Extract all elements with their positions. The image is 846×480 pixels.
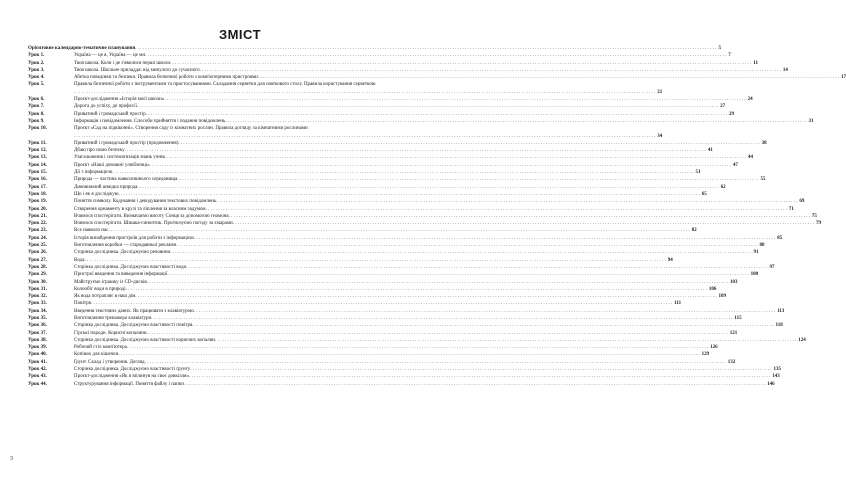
toc-entry-title: Сторінка дослідника. Досліджуємо властивості повітря [74,323,193,329]
toc-row [28,235,783,242]
toc-entry-title: Правила безпечної роботи з інструментами та пристосуваннями. Складання серветки для святкового столу. Правила користування серветкою [74,82,376,88]
toc-page-number: 143 [772,374,780,380]
toc-row [28,293,727,300]
toc-page-number: 94 [667,257,673,263]
toc-row [28,118,814,125]
toc-entry [74,169,693,176]
toc-leader-dots [170,60,751,67]
toc-leader-dots [194,235,775,242]
toc-entry-title: Україна — це я, Україна — це ми [74,53,145,59]
toc-page-number: 34 [657,133,663,139]
toc-entry-title: Твоя школа. Коли і де з'явилися перші школи [74,60,171,66]
toc-row [28,176,766,183]
toc-lesson-number: Урок 20. [28,206,47,212]
toc-page-number: 88 [759,243,765,249]
table-of-contents [28,45,846,388]
toc-lesson-number: Урок 34. [28,308,47,314]
toc-lesson-number: Урок 12. [28,148,47,154]
toc-leader-dots [189,373,770,380]
toc-entry-title: Проєкт-дослідження «Історія моєї школи» [74,97,165,103]
toc-leader-dots [145,359,726,366]
toc-lesson-number: Урок 37. [28,330,47,336]
toc-entry-title: Сторінка дослідника. Досліджуємо властивості ґрунту [74,367,191,373]
toc-entry [74,111,727,118]
toc-page-number: 71 [788,206,794,212]
toc-lesson-number: Урок 30. [28,279,47,285]
toc-leader-dots [91,300,672,307]
toc-entry [74,96,746,103]
toc-entry [74,235,775,242]
toc-page-number: 115 [734,315,742,321]
toc-entry [74,286,707,293]
toc-row [28,184,726,191]
toc-page-number: 62 [720,184,726,190]
toc-lesson-number: Урок 32. [28,294,47,300]
toc-row [28,162,738,169]
toc-lesson-number: Урок 33. [28,301,47,307]
page-title: ЗМІСТ [218,27,262,42]
toc-lesson-number: Урок 23. [28,228,47,234]
toc-leader-dots [147,279,728,286]
toc-page-number: 97 [769,264,775,270]
toc-page-number: 65 [701,191,707,197]
toc-leader-dots [184,381,765,388]
toc-entry-title: Проєкт «Сад на підвіконні». Створення саду із кімнатних рослин. Правила догляду за кімнатними рослинами [74,126,308,132]
toc-entry [74,381,765,388]
toc-entry [74,60,751,67]
toc-entry-title: Історія винайдення пристроїв для роботи з інформацією [74,235,194,241]
toc-entry-title: Дорога до успіху, до професії [74,104,137,110]
toc-row [28,242,765,249]
toc-page-number: 55 [760,177,766,183]
toc-page-number: 109 [718,294,727,300]
toc-page-number: 103 [730,279,738,285]
toc-row [28,206,794,213]
toc-entry [74,344,708,351]
toc-row [28,227,697,234]
toc-leader-dots [233,220,814,227]
toc-leader-dots [127,344,708,351]
toc-page-number: 7 [728,53,731,59]
toc-entry [74,257,666,264]
toc-page-number: 51 [695,170,701,176]
toc-entry [74,198,797,205]
toc-row [28,271,759,278]
toc-lesson-number: Урок 1. [28,53,45,59]
toc-row [28,103,726,110]
toc-lesson-number: Урок 9. [28,118,45,124]
toc-page-number: 69 [799,199,805,205]
toc-lesson-number: Урок 10. [28,126,47,132]
toc-entry [74,315,732,322]
toc-leader-dots [164,96,745,103]
toc-leader-dots [74,89,655,96]
toc-leader-dots [118,191,699,198]
toc-leader-dots [145,52,726,59]
toc-lesson-number: Урок 22. [28,221,47,227]
toc-entry [74,206,787,213]
toc-row [28,366,782,373]
toc-entry-title: Приватний і громадський простір [74,111,146,117]
toc-row [28,359,736,366]
toc-entry [74,279,728,286]
toc-row [28,169,701,176]
toc-leader-dots [258,74,839,81]
toc-entry [74,81,655,96]
toc-entry-title: Поняття символу. Кодування і декодування текстових повідомлень [74,199,217,205]
toc-row [28,351,710,358]
toc-row [28,60,759,67]
toc-entry-title: Природа — частина навколишнього середовища [74,177,178,183]
toc-page-number: 82 [691,228,697,234]
toc-lesson-number: Урок 6. [28,97,45,103]
toc-entry [74,308,775,315]
toc-leader-dots [150,162,731,169]
toc-lesson-number: Урок 3. [28,67,45,73]
toc-page-number: 41 [707,148,713,154]
toc-leader-dots [215,337,796,344]
toc-entry-title: Сторінка дослідника. Досліджуємо властивості корисних копалин [74,337,215,343]
toc-row [28,300,682,307]
toc-entry-title: Як вода потрапляє в наш дім [74,294,136,300]
toc-entry-title: Пристрої введення та виведення інформації [74,272,168,278]
toc-entry-title: Приватний і громадський простір (продовження) [74,140,179,146]
toc-entry-title: Виготовлення коробки — стародавньої реклами [74,243,177,249]
toc-entry [74,322,774,329]
toc-entry [74,300,672,307]
toc-entry [74,191,700,198]
toc-row [28,249,759,256]
toc-leader-dots [194,308,775,315]
toc-row [28,315,742,322]
toc-entry [74,330,728,337]
toc-lesson-number: Урок 15. [28,170,47,176]
toc-lesson-number: Урок 42. [28,367,47,373]
toc-entry [74,140,760,147]
toc-page-number: 11 [753,60,759,66]
toc-lesson-number: Урок 14. [28,162,47,168]
toc-entry [74,154,746,161]
toc-leader-dots [192,322,773,329]
toc-leader-dots [125,147,706,154]
toc-leader-dots [126,286,707,293]
toc-entry-title: Сторінка дослідника. Досліджуємо властивості води [74,264,187,270]
toc-entry [74,118,807,125]
toc-page-number: 126 [710,345,718,351]
toc-entry-title: Робочий стіл комп'ютера [74,345,127,351]
toc-page-number: 24 [747,97,753,103]
toc-entry [74,103,718,110]
toc-page-number: 5 [718,46,721,51]
toc-lesson-number: Урок 36. [28,323,47,329]
toc-entry [74,125,655,140]
toc-row [28,111,734,118]
toc-row [28,96,753,103]
toc-page-number: 91 [753,250,759,256]
toc-lesson-number: Урок 7. [28,104,45,110]
toc-lesson-number: Урок 25. [28,243,47,249]
toc-leader-dots [177,176,758,183]
toc-lesson-number: Урок 17. [28,184,47,190]
toc-page-number: 132 [727,359,736,365]
toc-entry [74,227,690,234]
toc-entry-title: Твоя школа. Шкільне приладдя: від минулого до сучасного [74,67,200,73]
toc-row [28,125,663,140]
toc-leader-dots [74,133,655,140]
toc-page-number: 121 [729,330,738,336]
toc-lesson-number: Урок 28. [28,264,47,270]
toc-page-number: 31 [808,118,814,124]
toc-lesson-number: Урок 31. [28,286,47,292]
toc-entry [74,220,814,227]
toc-entry-title: Сторінка дослідника. Досліджуємо речовини [74,250,171,256]
toc-leader-dots [146,111,727,118]
toc-page-number: 17 [841,75,846,81]
toc-page-number: 100 [750,272,759,278]
toc-lesson-number: Урок 27. [28,257,47,263]
toc-entry-title: Вчимося спостерігати. Шишка-синоптик. Прогнозуємо погоду за хмарами [74,221,233,227]
toc-lesson-number: Урок 16. [28,177,47,183]
toc-leader-dots [84,257,665,264]
toc-page-number: 85 [777,235,783,241]
toc-entry [74,337,796,344]
toc-lesson-number: Урок 44. [28,381,47,387]
toc-entry-title: Введення текстових даних. Як працювати з клавіатурою [74,308,194,314]
toc-leader-dots [216,198,797,205]
toc-row [28,381,775,388]
toc-entry-title: Виготовлення тренажера клавіатури [74,315,152,321]
toc-row [28,337,806,344]
toc-page-number: 29 [729,111,734,117]
toc-leader-dots [170,249,751,256]
toc-intro-row [28,45,721,52]
toc-entry-title: Що і як я досліджую [74,191,119,197]
toc-entry-title: Повітря [74,301,91,307]
toc-entry-title: Гірські породи. Корисні копалини [74,330,147,336]
toc-row [28,67,788,74]
toc-entry [74,162,731,169]
toc-page-number: 135 [773,367,782,373]
toc-lesson-number: Урок 24. [28,235,47,241]
toc-row [28,191,707,198]
toc-page-number: 44 [748,155,753,161]
toc-entry [74,147,706,154]
toc-leader-dots [118,351,699,358]
toc-lesson-number: Урок 39. [28,345,47,351]
toc-page-number: 79 [815,221,821,227]
toc-page-number: 124 [798,337,806,343]
toc-lesson-number: Урок 38. [28,337,47,343]
toc-page-number: 106 [708,286,717,292]
toc-row [28,257,673,264]
toc-leader-dots [135,45,716,52]
toc-entry [74,264,767,271]
toc-entry-title: Все навколо нас [74,228,109,234]
toc-leader-dots [176,242,757,249]
toc-lesson-number: Урок 21. [28,213,47,219]
toc-row [28,81,663,96]
toc-lesson-number: Урок 11. [28,140,47,146]
toc-entry-title: Вчимося спостерігати. Визначаємо висоту Сонця за допомогою гномона [74,213,229,219]
toc-leader-dots [137,103,718,110]
toc-leader-dots [112,169,693,176]
toc-page-number: 129 [701,352,710,358]
toc-row [28,213,817,220]
toc-entry [74,271,749,278]
toc-row [28,220,821,227]
toc-page-number: 14 [782,67,788,73]
toc-entry [74,366,772,373]
toc-page-number: 75 [811,213,817,219]
toc-entry [74,242,757,249]
toc-row [28,264,775,271]
toc-page-number: 146 [767,381,775,387]
toc-entry-title: Інформація і повідомлення. Способи прийняття і подання повідомлень [74,118,226,124]
toc-row [28,330,738,337]
toc-row [28,279,738,286]
toc-leader-dots [165,154,746,161]
toc-leader-dots [108,227,689,234]
toc-lesson-number: Урок 13. [28,155,47,161]
toc-lesson-number: Урок 19. [28,199,47,205]
toc-row [28,147,713,154]
toc-leader-dots [147,330,728,337]
toc-entry-title: Копіюю для кішечки [74,352,119,358]
toc-page-number: 113 [777,308,785,314]
toc-entry [74,249,751,256]
toc-entry-title: Абетка поведінки та безпеки. Правила безпечної роботи з комп'ютерними пристроями [74,75,258,81]
toc-leader-dots [167,271,748,278]
toc-row [28,52,731,59]
toc-leader-dots [151,315,732,322]
toc-entry [74,213,810,220]
toc-lesson-number: Урок 29. [28,272,47,278]
toc-lesson-number: Урок 26. [28,250,47,256]
toc-leader-dots [200,67,781,74]
toc-page-number: 111 [674,301,682,307]
toc-intro-text: Орієнтовне календарно-тематичне планування [28,46,136,51]
toc-entry [74,74,839,81]
toc-entry [74,176,758,183]
toc-entry-title: Вода [74,257,85,263]
toc-entry [74,293,717,300]
toc-lesson-number: Урок 8. [28,111,45,117]
toc-lesson-number: Урок 41. [28,359,47,365]
toc-entry-title: Проєкт «Наші домашні улюбленці» [74,162,150,168]
toc-page-number: 21 [657,89,663,95]
toc-page-number: 27 [720,104,726,110]
toc-entry-title: Колообіг води в природі [74,286,126,292]
toc-entry-title: Майструємо іграшку із CD-дисків [74,279,147,285]
toc-entry [74,359,726,366]
toc-lesson-number: Урок 43. [28,374,47,380]
toc-page-number: 47 [732,162,738,168]
toc-leader-dots [137,184,718,191]
toc-lesson-number: Урок 4. [28,75,45,81]
toc-lesson-number: Урок 40. [28,352,47,358]
toc-leader-dots [190,366,771,373]
toc-row [28,74,846,81]
toc-entry [74,52,726,59]
toc-entry [74,351,700,358]
toc-row [28,322,783,329]
toc-row [28,198,805,205]
toc-lesson-number: Урок 5. [28,82,45,88]
toc-entry-title: Ґрунт. Склад і утворення. Догляд [74,359,145,365]
toc-row [28,308,785,315]
toc-leader-dots [206,206,787,213]
toc-row [28,154,753,161]
footer-page-number: 3 [10,456,13,462]
toc-row [28,140,767,147]
toc-lesson-number: Урок 2. [28,60,45,66]
toc-lesson-number: Урок 18. [28,191,47,197]
toc-leader-dots [186,264,767,271]
toc-row [28,344,718,351]
toc-page-number: 38 [761,140,767,146]
toc-leader-dots [178,140,759,147]
toc-entry [74,373,770,380]
toc-entry [74,67,781,74]
toc-leader-dots [229,213,810,220]
toc-entry-title: Дивовижний швидка природа [74,184,138,190]
toc-entry-title: Дбаю про свою безпеку [74,148,125,154]
toc-row [28,286,717,293]
toc-entry-title: Структурування інформації. Поняття файлу і папки [74,381,184,387]
toc-page-number: 118 [775,323,783,329]
toc-lesson-number: Урок 35. [28,315,47,321]
toc-leader-dots [225,118,806,125]
toc-row [28,373,780,380]
toc-entry-title: Створення орнаменту в крузі та ліплення за власним задумом [74,206,206,212]
toc-entry-title: Узагальнення і систематизація знань учнів [74,155,165,161]
toc-leader-dots [135,293,716,300]
toc-entry [74,184,719,191]
toc-entry-title: Проєкт-дослідження «Як я вплинув на своє довкілля» [74,374,189,380]
toc-entry-title: Дії з інформацією [74,170,113,176]
